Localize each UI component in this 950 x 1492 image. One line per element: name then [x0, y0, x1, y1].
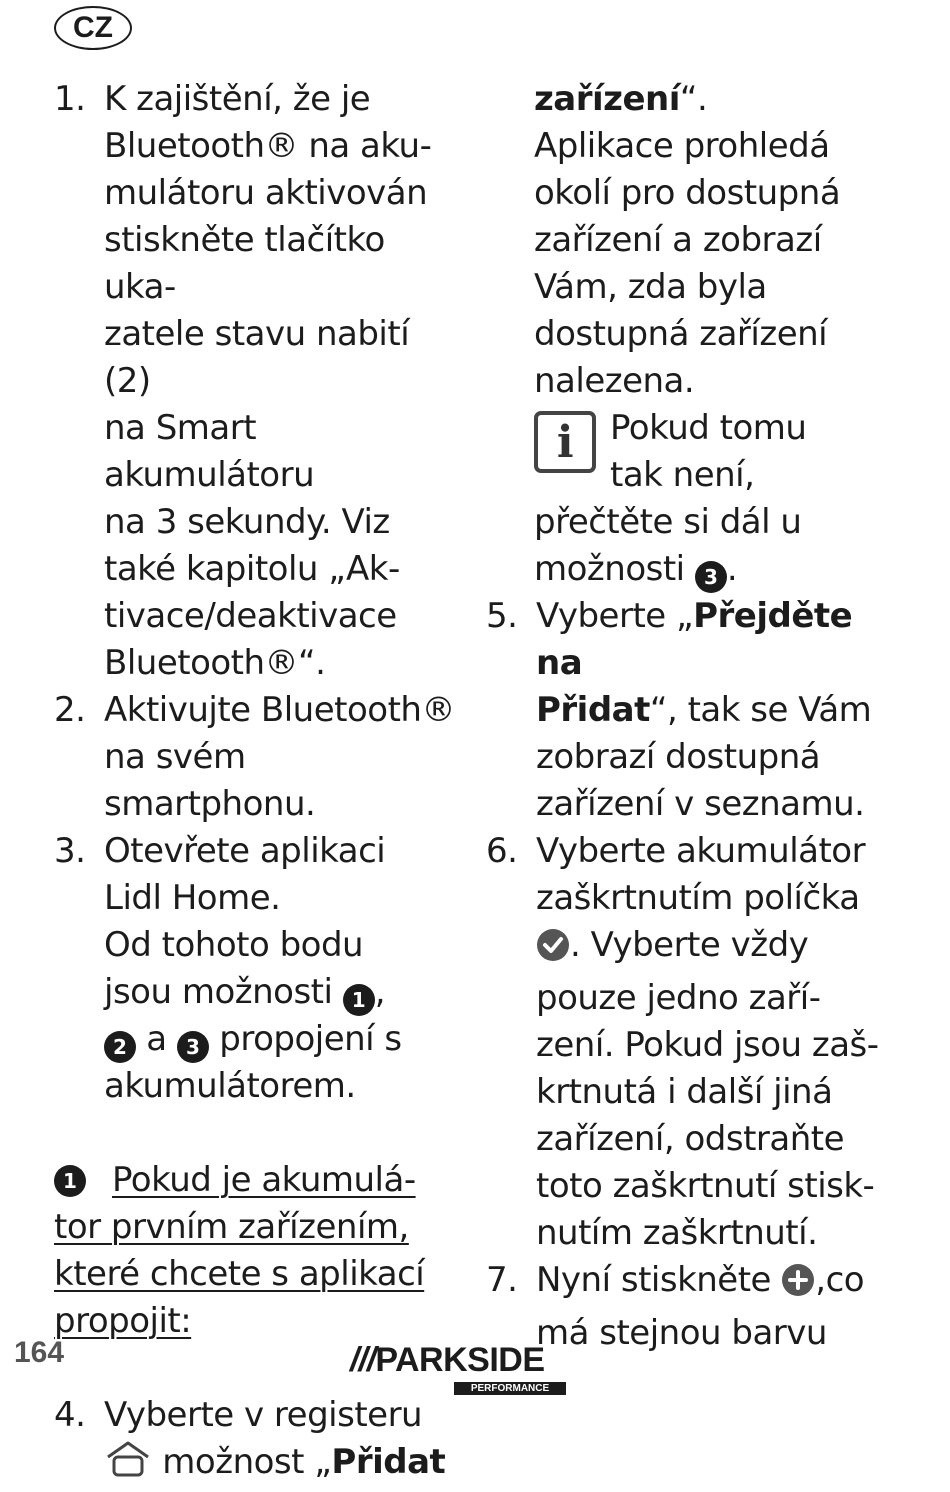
- step-body: [536, 1257, 906, 1357]
- step-line: [104, 969, 464, 1016]
- step-text: propojení s: [208, 1019, 402, 1059]
- plus-circle-icon: [781, 1263, 815, 1310]
- info-line: [534, 546, 906, 593]
- step-text: Nyní stiskněte: [536, 1260, 782, 1300]
- logo-wordmark: [350, 1342, 566, 1378]
- step-number: 2.: [54, 690, 86, 730]
- step-text: . Vyberte vždy: [570, 925, 809, 965]
- marker-two: 2: [104, 1031, 136, 1063]
- step-6: [486, 828, 906, 1257]
- step-line: [104, 1016, 464, 1063]
- logo-subtitle: PERFORMANCE: [454, 1382, 566, 1395]
- step-3: [54, 828, 464, 1110]
- marker-one: 1: [54, 1165, 86, 1197]
- step-number: 5.: [486, 596, 518, 636]
- logo-slashes: ///: [350, 1341, 376, 1379]
- step-line: [536, 922, 906, 975]
- step-text: pouze jedno zaří- zení. Pokud jsou zaš- krtnutá i další jiná zařízení, odstraňte toto zaškrtnutí stisk- nutím zaškrtnutí.: [536, 978, 879, 1253]
- marker-three: 3: [695, 561, 727, 593]
- step-text-bold: Přidat: [331, 1442, 446, 1482]
- step-4-continued: [486, 76, 906, 593]
- step-text: “, tak se Vám zobrazí dostupná zařízení v seznamu.: [536, 690, 872, 824]
- step-text: má stejnou barvu: [536, 1313, 827, 1353]
- step-number: 3.: [54, 831, 86, 871]
- language-badge: CZ: [54, 6, 132, 50]
- step-body: [536, 828, 906, 1257]
- step-text: Aplikace prohledá okolí pro dostupná zařízení a zobrazí Vám, zda byla dostupná zařízení nalezena.: [534, 126, 841, 401]
- step-text: ,co: [815, 1260, 865, 1300]
- logo-brand: PARKSIDE: [375, 1341, 545, 1379]
- step-1: [54, 76, 464, 687]
- parkside-logo: [350, 1342, 566, 1398]
- info-text: .: [726, 549, 738, 589]
- marker-one: 1: [343, 984, 375, 1016]
- step-text: ,: [374, 972, 386, 1012]
- step-number: 7.: [486, 1260, 518, 1300]
- info-line: přečtěte si dál u: [534, 502, 802, 542]
- option-heading: [54, 1157, 464, 1345]
- check-circle-icon: [536, 928, 570, 975]
- step-body: [104, 828, 464, 1110]
- step-text: “.: [679, 79, 708, 119]
- info-line: Pokud tomu: [610, 408, 807, 448]
- info-text: možnosti: [534, 549, 695, 589]
- step-text: možnost „: [152, 1442, 332, 1482]
- step-text-bold: zařízení: [534, 79, 680, 119]
- step-4: [54, 1392, 464, 1492]
- step-body: [104, 1392, 464, 1492]
- step-text: K zajištění, že je Bluetooth® na aku- mulátoru aktivován stiskněte tlačítko uka- zatele stavu nabití (2) na Smart akumulátoru na 3 sekundy. Viz také kapitolu „Ak- tivace/deaktivace Bluetooth®“.: [104, 79, 432, 683]
- step-number: 1.: [54, 79, 86, 119]
- step-line: [536, 1257, 906, 1310]
- step-number: 4.: [54, 1395, 86, 1435]
- step-5: [486, 593, 906, 828]
- step-line: [104, 1439, 464, 1492]
- step-line: [534, 76, 906, 123]
- step-number: 6.: [486, 831, 518, 871]
- step-text: Vyberte akumulátor zaškrtnutím políčka: [536, 831, 866, 918]
- info-note: [534, 405, 906, 499]
- info-icon: i: [534, 411, 596, 473]
- step-text: Otevřete aplikaci Lidl Home. Od tohoto bodu: [104, 831, 386, 965]
- info-line: tak není,: [610, 455, 755, 495]
- step-text-bold: Přejděte na Přidat: [536, 596, 853, 730]
- step-text: Aktivujte Bluetooth® na svém smartphonu.: [104, 690, 455, 824]
- option-heading-text: Pokud je akumulá- tor prvním zařízením, které chcete s aplikací propojit:: [54, 1160, 425, 1341]
- left-column: [54, 76, 464, 1492]
- right-column: [486, 76, 906, 1357]
- step-2: [54, 687, 464, 828]
- step-text: jsou možnosti: [104, 972, 343, 1012]
- step-text: Vyberte „: [536, 596, 694, 636]
- page-number: 164: [14, 1336, 65, 1369]
- step-text: Vyberte v registeru: [104, 1395, 423, 1435]
- step-body: [536, 593, 906, 828]
- step-text: akumulátorem.: [104, 1066, 356, 1106]
- step-text: a: [136, 1019, 177, 1059]
- marker-three: 3: [177, 1031, 209, 1063]
- house-icon: [104, 1439, 152, 1492]
